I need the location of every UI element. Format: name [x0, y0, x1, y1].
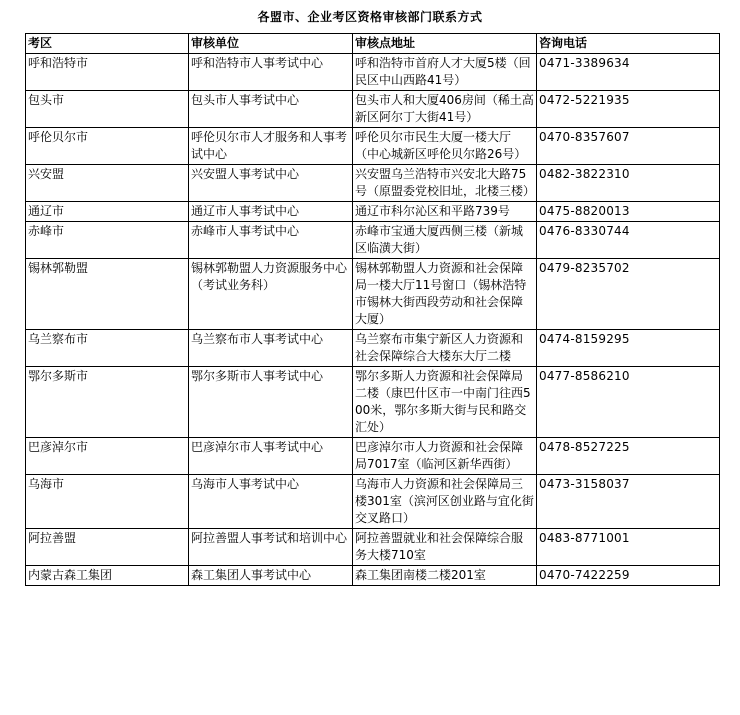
column-header-area: 考区 [26, 34, 189, 54]
table-header-row [26, 34, 720, 54]
page-title: 各盟市、企业考区资格审核部门联系方式 [257, 10, 483, 24]
cell-area: 阿拉善盟 [26, 529, 189, 566]
cell-phone: 0479-8235702 [537, 259, 720, 330]
cell-address: 锡林郭勒盟人力资源和社会保障局一楼大厅11号窗口（锡林浩特市锡林大街西段劳动和社会保障大厦） [353, 259, 537, 330]
cell-address: 森工集团南楼二楼201室 [353, 566, 537, 586]
cell-area: 呼和浩特市 [26, 54, 189, 91]
cell-address: 包头市人和大厦406房间（稀土高新区阿尔丁大街41号） [353, 91, 537, 128]
cell-area: 锡林郭勒盟 [26, 259, 189, 330]
cell-unit: 通辽市人事考试中心 [189, 202, 353, 222]
cell-address: 鄂尔多斯人力资源和社会保障局二楼（康巴什区市一中南门往西500米，鄂尔多斯大街与民和路交汇处） [353, 367, 537, 438]
cell-address: 巴彦淖尔市人力资源和社会保障局7017室（临河区新华西街） [353, 438, 537, 475]
cell-address: 通辽市科尔沁区和平路739号 [353, 202, 537, 222]
cell-phone: 0471-3389634 [537, 54, 720, 91]
table-row [26, 128, 720, 165]
cell-area: 乌海市 [26, 475, 189, 529]
cell-phone: 0474-8159295 [537, 330, 720, 367]
cell-phone: 0477-8586210 [537, 367, 720, 438]
cell-unit: 呼伦贝尔市人才服务和人事考试中心 [189, 128, 353, 165]
cell-area: 赤峰市 [26, 222, 189, 259]
cell-address: 乌海市人力资源和社会保障局三楼301室（滨河区创业路与宜化街交叉路口） [353, 475, 537, 529]
cell-unit: 乌海市人事考试中心 [189, 475, 353, 529]
cell-address: 呼伦贝尔市民生大厦一楼大厅（中心城新区呼伦贝尔路26号） [353, 128, 537, 165]
cell-unit: 鄂尔多斯市人事考试中心 [189, 367, 353, 438]
cell-phone: 0478-8527225 [537, 438, 720, 475]
cell-phone: 0472-5221935 [537, 91, 720, 128]
cell-phone: 0470-8357607 [537, 128, 720, 165]
table-row [26, 330, 720, 367]
cell-address: 乌兰察布市集宁新区人力资源和社会保障综合大楼东大厅二楼 [353, 330, 537, 367]
contact-table [25, 33, 720, 586]
cell-phone: 0476-8330744 [537, 222, 720, 259]
cell-area: 内蒙古森工集团 [26, 566, 189, 586]
cell-area: 呼伦贝尔市 [26, 128, 189, 165]
column-header-address: 审核点地址 [353, 34, 537, 54]
table-row [26, 475, 720, 529]
cell-area: 乌兰察布市 [26, 330, 189, 367]
table-row [26, 54, 720, 91]
cell-phone: 0483-8771001 [537, 529, 720, 566]
table-row [26, 438, 720, 475]
table-row [26, 367, 720, 438]
cell-phone: 0470-7422259 [537, 566, 720, 586]
cell-address: 呼和浩特市首府人才大厦5楼（回民区中山西路41号） [353, 54, 537, 91]
cell-phone: 0475-8820013 [537, 202, 720, 222]
cell-address: 兴安盟乌兰浩特市兴安北大路75号（原盟委党校旧址，北楼三楼） [353, 165, 537, 202]
cell-area: 通辽市 [26, 202, 189, 222]
cell-area: 鄂尔多斯市 [26, 367, 189, 438]
cell-unit: 乌兰察布市人事考试中心 [189, 330, 353, 367]
column-header-phone: 咨询电话 [537, 34, 720, 54]
table-row [26, 529, 720, 566]
column-header-unit: 审核单位 [189, 34, 353, 54]
cell-unit: 锡林郭勒盟人力资源服务中心（考试业务科） [189, 259, 353, 330]
cell-unit: 呼和浩特市人事考试中心 [189, 54, 353, 91]
cell-unit: 阿拉善盟人事考试和培训中心 [189, 529, 353, 566]
cell-area: 包头市 [26, 91, 189, 128]
cell-unit: 森工集团人事考试中心 [189, 566, 353, 586]
cell-area: 兴安盟 [26, 165, 189, 202]
table-row [26, 202, 720, 222]
cell-unit: 包头市人事考试中心 [189, 91, 353, 128]
cell-phone: 0473-3158037 [537, 475, 720, 529]
table-row [26, 165, 720, 202]
table-row [26, 259, 720, 330]
table-row [26, 566, 720, 586]
cell-address: 赤峰市宝通大厦西侧三楼（新城区临潢大街） [353, 222, 537, 259]
cell-unit: 赤峰市人事考试中心 [189, 222, 353, 259]
table-row [26, 222, 720, 259]
cell-unit: 兴安盟人事考试中心 [189, 165, 353, 202]
table-row [26, 91, 720, 128]
cell-phone: 0482-3822310 [537, 165, 720, 202]
cell-unit: 巴彦淖尔市人事考试中心 [189, 438, 353, 475]
cell-area: 巴彦淖尔市 [26, 438, 189, 475]
cell-address: 阿拉善盟就业和社会保障综合服务大楼710室 [353, 529, 537, 566]
